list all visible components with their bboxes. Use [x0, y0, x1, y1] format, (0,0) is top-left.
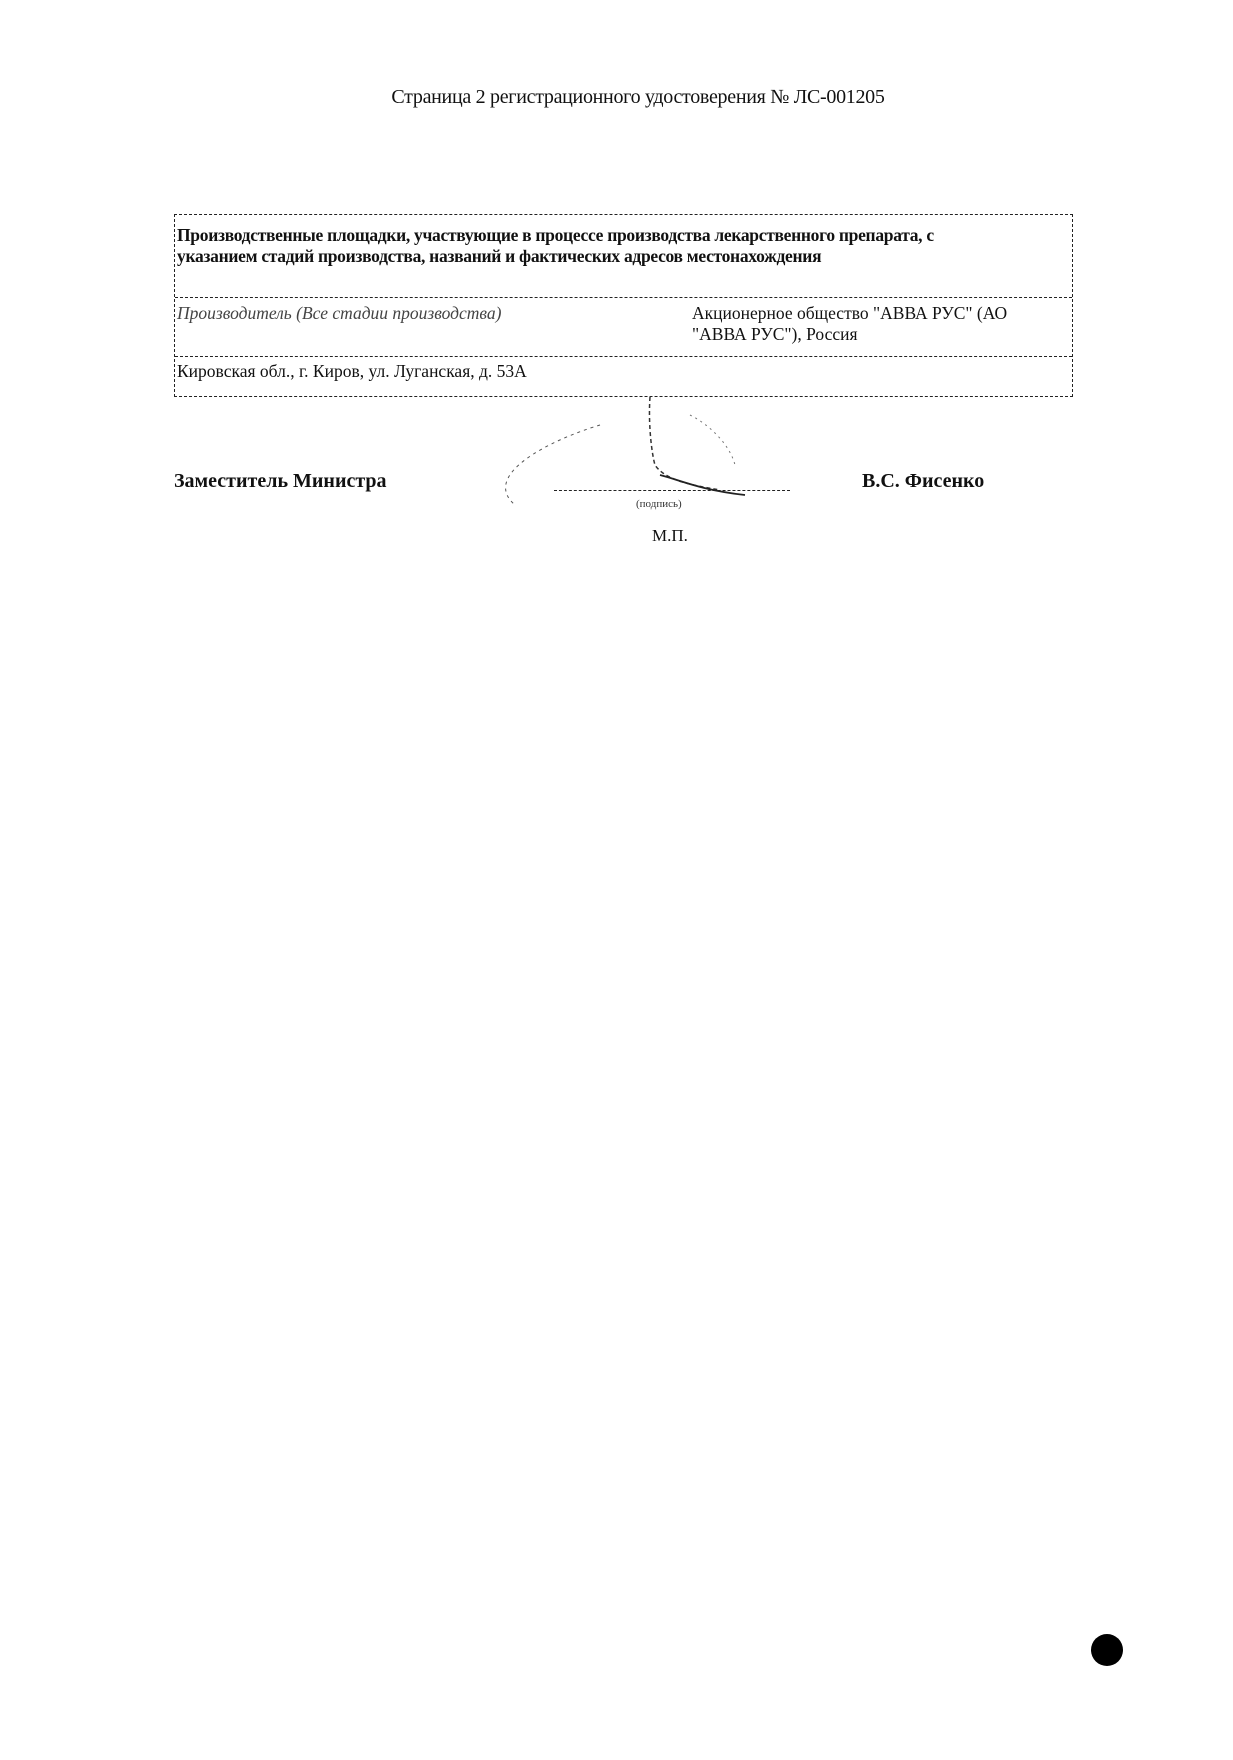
page-title: Страница 2 регистрационного удостоверения № ЛС-001205: [391, 86, 885, 108]
signature-caption: (подпись): [636, 498, 682, 510]
manufacturing-sites-table: [174, 214, 1073, 397]
signatory-name: В.С. Фисенко: [862, 470, 985, 492]
stamp-place: М.П.: [652, 526, 688, 545]
manufacturer-name: Акционерное общество "АВВА РУС" (АО "АВВА РУС"), Россия: [692, 303, 1008, 344]
handwritten-signature: [490, 395, 790, 515]
manufacturer-role: Производитель (Все стадии производства): [177, 303, 502, 323]
table-header: Производственные площадки, участвующие в процессе производства лекарственного препарата, с указанием стадий производства, названий и фактических адресов местонахождения: [177, 225, 934, 266]
black-dot-mark: [1091, 1634, 1123, 1666]
signatory-position: Заместитель Министра: [174, 470, 387, 492]
signature-line: [554, 490, 790, 491]
row-divider: [175, 297, 1072, 298]
row-divider: [175, 356, 1072, 357]
manufacturer-address: Кировская обл., г. Киров, ул. Луганская, д. 53А: [177, 361, 527, 381]
